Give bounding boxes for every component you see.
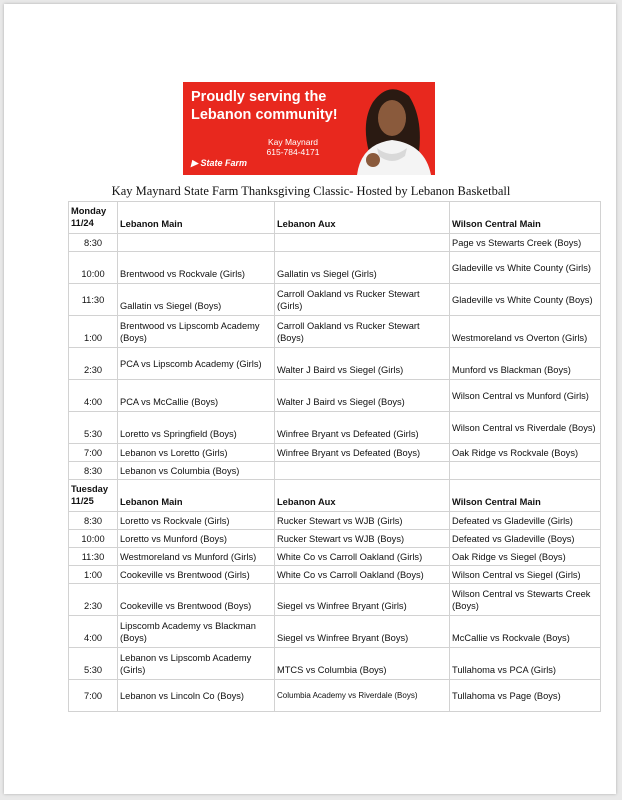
game-cell: Gallatin vs Siegel (Boys) (118, 284, 275, 316)
game-row (69, 584, 601, 616)
game-time: 11:30 (69, 548, 118, 566)
state-farm-logo (191, 158, 247, 169)
game-cell: MTCS vs Columbia (Boys) (275, 648, 450, 680)
game-row (69, 284, 601, 316)
game-time: 4:00 (69, 616, 118, 648)
schedule-table (68, 201, 601, 712)
game-cell: Lebanon vs Lipscomb Academy (Girls) (118, 648, 275, 680)
game-cell: Rucker Stewart vs WJB (Boys) (275, 530, 450, 548)
game-row (69, 530, 601, 548)
game-time: 1:00 (69, 566, 118, 584)
game-time: 11:30 (69, 284, 118, 316)
game-cell: Wilson Central vs Riverdale (Boys) (450, 412, 601, 444)
game-cell: Lebanon vs Loretto (Girls) (118, 444, 275, 462)
venue-header: Lebanon Aux (275, 202, 450, 234)
game-cell: Siegel vs Winfree Bryant (Girls) (275, 584, 450, 616)
game-row (69, 548, 601, 566)
day-date: 11/25 (71, 496, 94, 506)
ad-agent-name: Kay Maynard (267, 137, 319, 147)
game-cell: Winfree Bryant vs Defeated (Girls) (275, 412, 450, 444)
game-row (69, 648, 601, 680)
game-time: 7:00 (69, 444, 118, 462)
game-time: 5:30 (69, 412, 118, 444)
venue-header: Wilson Central Main (450, 202, 601, 234)
game-cell: Lebanon vs Lincoln Co (Boys) (118, 680, 275, 712)
game-row (69, 616, 601, 648)
game-cell: White Co vs Carroll Oakland (Boys) (275, 566, 450, 584)
game-cell: Gallatin vs Siegel (Girls) (275, 252, 450, 284)
game-cell: Oak Ridge vs Siegel (Boys) (450, 548, 601, 566)
game-cell: Brentwood vs Rockvale (Girls) (118, 252, 275, 284)
game-cell: Wilson Central vs Munford (Girls) (450, 380, 601, 412)
game-cell: Defeated vs Gladeville (Boys) (450, 530, 601, 548)
venue-header: Lebanon Main (118, 202, 275, 234)
game-row (69, 680, 601, 712)
game-cell: Wilson Central vs Siegel (Girls) (450, 566, 601, 584)
game-time: 8:30 (69, 512, 118, 530)
game-cell (275, 462, 450, 480)
venue-header: Lebanon Main (118, 480, 275, 512)
game-time: 2:30 (69, 584, 118, 616)
game-cell: Gladeville vs White County (Girls) (450, 252, 601, 284)
game-time: 5:30 (69, 648, 118, 680)
day-name: Monday (71, 206, 107, 216)
game-time: 1:00 (69, 316, 118, 348)
game-cell: Columbia Academy vs Riverdale (Boys) (275, 680, 450, 712)
day-label (69, 202, 118, 234)
ad-phone: 615-784-4171 (266, 147, 320, 157)
game-cell: Brentwood vs Lipscomb Academy (Boys) (118, 316, 275, 348)
game-row (69, 348, 601, 380)
game-cell: Westmoreland vs Overton (Girls) (450, 316, 601, 348)
game-row (69, 380, 601, 412)
game-cell: Siegel vs Winfree Bryant (Boys) (275, 616, 450, 648)
game-row (69, 462, 601, 480)
game-cell: Carroll Oakland vs Rucker Stewart (Girls) (275, 284, 450, 316)
day-header-row (69, 480, 601, 512)
game-cell (275, 234, 450, 252)
state-farm-logo-icon: ▶ (191, 158, 198, 168)
game-cell: Tullahoma vs PCA (Girls) (450, 648, 601, 680)
game-cell: Loretto vs Springfield (Boys) (118, 412, 275, 444)
game-cell: Cookeville vs Brentwood (Girls) (118, 566, 275, 584)
game-time: 8:30 (69, 234, 118, 252)
game-cell: Walter J Baird vs Siegel (Boys) (275, 380, 450, 412)
venue-header: Lebanon Aux (275, 480, 450, 512)
game-cell: Tullahoma vs Page (Boys) (450, 680, 601, 712)
day-header-row (69, 202, 601, 234)
game-cell: Loretto vs Rockvale (Girls) (118, 512, 275, 530)
game-time: 10:00 (69, 530, 118, 548)
game-time: 8:30 (69, 462, 118, 480)
game-cell: Loretto vs Munford (Boys) (118, 530, 275, 548)
game-row (69, 252, 601, 284)
day-date: 11/24 (71, 218, 94, 228)
game-cell (118, 234, 275, 252)
game-row (69, 412, 601, 444)
venue-header: Wilson Central Main (450, 480, 601, 512)
ad-brand-text: State Farm (200, 158, 247, 168)
game-cell: Cookeville vs Brentwood (Boys) (118, 584, 275, 616)
game-row (69, 566, 601, 584)
game-cell: Rucker Stewart vs WJB (Girls) (275, 512, 450, 530)
game-cell: White Co vs Carroll Oakland (Girls) (275, 548, 450, 566)
game-time: 4:00 (69, 380, 118, 412)
day-name: Tuesday (71, 484, 109, 494)
game-row (69, 234, 601, 252)
game-cell: Oak Ridge vs Rockvale (Boys) (450, 444, 601, 462)
game-cell: Lipscomb Academy vs Blackman (Boys) (118, 616, 275, 648)
game-cell: PCA vs McCallie (Boys) (118, 380, 275, 412)
game-cell: McCallie vs Rockvale (Boys) (450, 616, 601, 648)
game-cell: Gladeville vs White County (Boys) (450, 284, 601, 316)
game-time: 2:30 (69, 348, 118, 380)
game-cell: Defeated vs Gladeville (Girls) (450, 512, 601, 530)
state-farm-ad (183, 82, 435, 175)
game-cell: Winfree Bryant vs Defeated (Boys) (275, 444, 450, 462)
game-cell: Carroll Oakland vs Rucker Stewart (Boys) (275, 316, 450, 348)
game-row (69, 316, 601, 348)
day-label (69, 480, 118, 512)
game-cell: Lebanon vs Columbia (Boys) (118, 462, 275, 480)
game-cell: PCA vs Lipscomb Academy (Girls) (118, 348, 275, 380)
game-cell: Wilson Central vs Stewarts Creek (Boys) (450, 584, 601, 616)
game-time: 7:00 (69, 680, 118, 712)
page-title: Kay Maynard State Farm Thanksgiving Classic- Hosted by Lebanon Basketball (111, 184, 511, 198)
game-cell: Walter J Baird vs Siegel (Girls) (275, 348, 450, 380)
game-time: 10:00 (69, 252, 118, 284)
game-cell: Westmoreland vs Munford (Girls) (118, 548, 275, 566)
game-cell: Munford vs Blackman (Boys) (450, 348, 601, 380)
game-row (69, 512, 601, 530)
game-cell: Page vs Stewarts Creek (Boys) (450, 234, 601, 252)
agent-photo (343, 82, 435, 175)
game-cell (450, 462, 601, 480)
ad-headline: Proudly serving the Lebanon community! (191, 89, 338, 123)
game-row (69, 444, 601, 462)
